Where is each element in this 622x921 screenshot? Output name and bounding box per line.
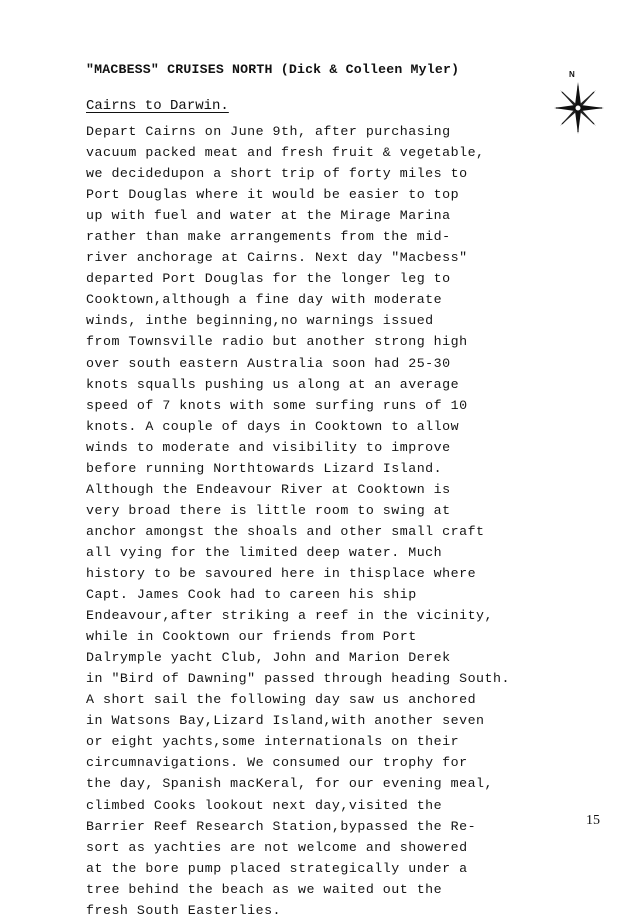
page-number: 15 [586, 813, 600, 828]
body-line: all vying for the limited deep water. Much [86, 544, 443, 560]
body-line: circumnavigations. We consumed our trophy for [86, 755, 468, 771]
body-line: while in Cooktown our friends from Port [86, 629, 417, 645]
body-line: Endeavour,after striking a reef in the vicinity, [86, 608, 494, 624]
body-line: rather than make arrangements from the mid- [86, 229, 451, 245]
body-line: very broad there is little room to swing at [86, 502, 451, 518]
body-line: vacuum packed meat and fresh fruit & vegetable, [86, 145, 485, 161]
body-line: tree behind the beach as we waited out the [86, 881, 443, 897]
body-line: speed of 7 knots with some surfing runs of 10 [86, 397, 468, 413]
body-line: departed Port Douglas for the longer leg to [86, 271, 451, 287]
body-line: fresh South Easterlies. [86, 902, 282, 918]
article-title: "MACBESS" CRUISES NORTH (Dick & Colleen Myler) [86, 62, 460, 77]
body-line: Port Douglas where it would be easier to top [86, 187, 460, 203]
body-line: the day, Spanish macKeral, for our evening meal, [86, 776, 494, 792]
body-line: Cooktown,although a fine day with moderate [86, 292, 443, 308]
body-line: river anchorage at Cairns. Next day "Macbess" [86, 250, 468, 266]
article-body [86, 121, 596, 921]
body-line: knots squalls pushing us along at an average [86, 376, 460, 392]
body-line: over south eastern Australia soon had 25-30 [86, 355, 451, 371]
body-line: in Watsons Bay,Lizard Island,with another seven [86, 713, 485, 729]
body-line: from Townsville radio but another strong high [86, 334, 468, 350]
body-line: or eight yachts,some internationals on their [86, 734, 460, 750]
body-line: anchor amongst the shoals and other small craft [86, 523, 485, 539]
body-line: winds, inthe beginning,no warnings issued [86, 313, 434, 329]
body-line: we decidedupon a short trip of forty miles to [86, 166, 468, 182]
body-line: history to be savoured here in thisplace where [86, 565, 477, 581]
body-line: climbed Cooks lookout next day,visited the [86, 797, 443, 813]
body-line: sort as yachties are not welcome and showered [86, 839, 468, 855]
body-line: Barrier Reef Research Station,bypassed the Re- [86, 818, 477, 834]
compass-north-label: N [569, 70, 575, 79]
body-line: Dalrymple yacht Club, John and Marion Derek [86, 650, 451, 666]
body-line: in "Bird of Dawning" passed through heading South. [86, 671, 510, 687]
body-line: up with fuel and water at the Mirage Marina [86, 208, 451, 224]
body-line: Depart Cairns on June 9th, after purchasing [86, 124, 451, 139]
body-line: Capt. James Cook had to careen his ship [86, 587, 417, 603]
body-line: at the bore pump placed strategically under a [86, 860, 468, 876]
body-line: Although the Endeavour River at Cooktown is [86, 481, 451, 497]
body-line: A short sail the following day saw us anchored [86, 692, 477, 708]
body-line: before running Northtowards Lizard Island. [86, 460, 443, 476]
article-subtitle: Cairns to Darwin. [86, 98, 229, 114]
body-line: knots. A couple of days in Cooktown to allow [86, 418, 460, 434]
body-line: winds to moderate and visibility to improve [86, 439, 451, 455]
